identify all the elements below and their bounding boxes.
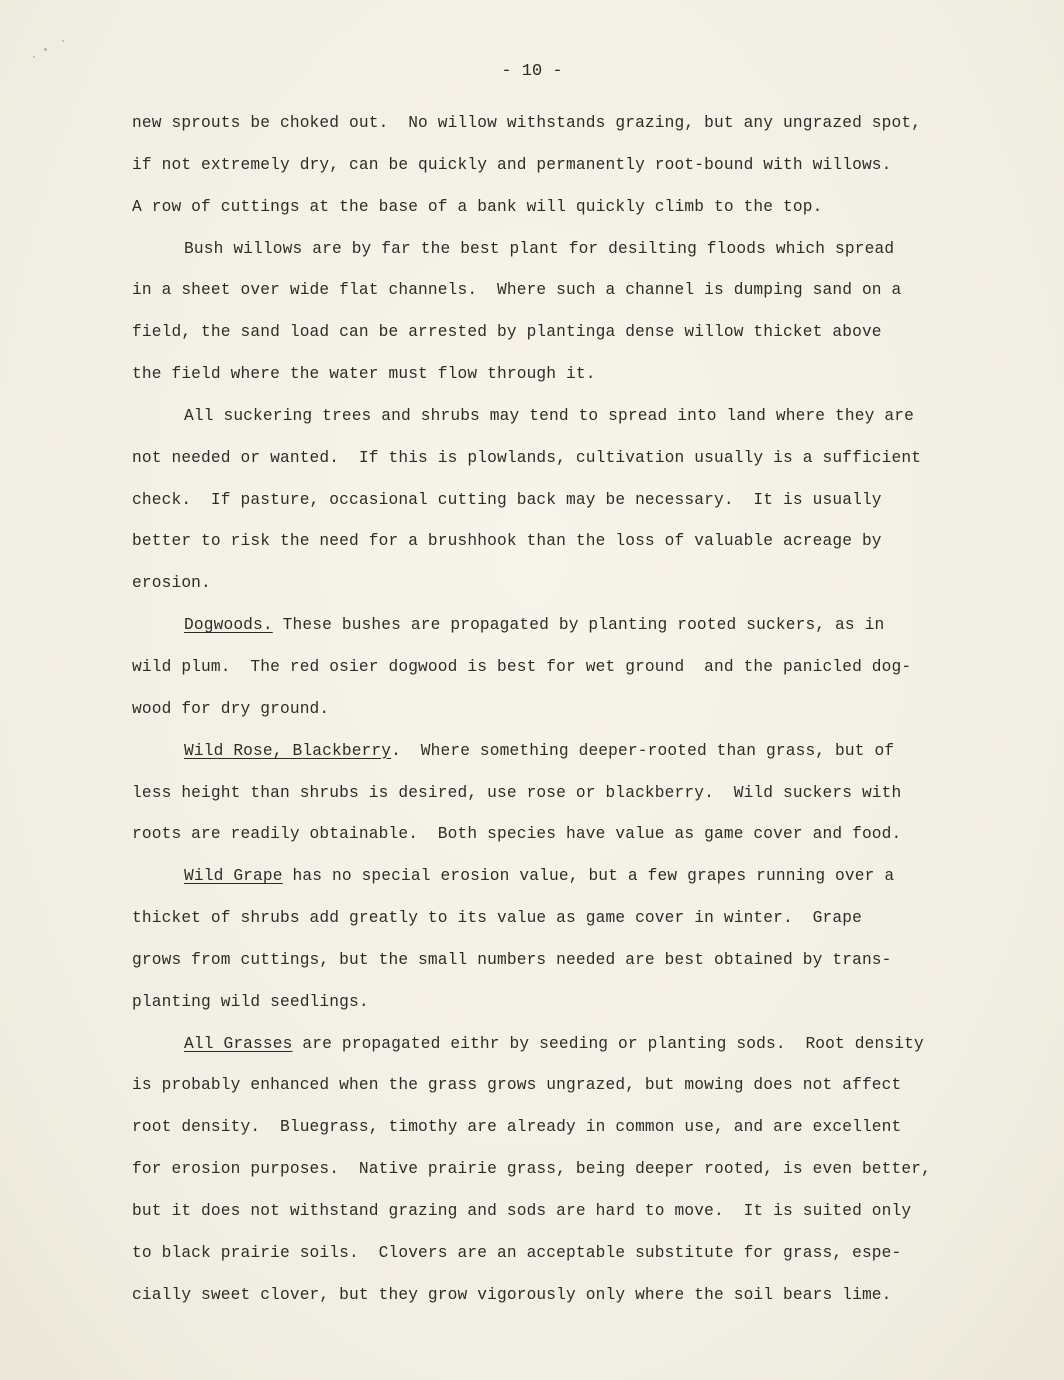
text-line bbox=[132, 354, 982, 396]
underlined-heading: Dogwoods. bbox=[184, 616, 273, 635]
text-segment: planting wild seedlings. bbox=[132, 992, 369, 1011]
document-body bbox=[132, 103, 982, 1316]
text-line bbox=[132, 898, 982, 940]
text-line bbox=[132, 856, 982, 898]
text-segment: but it does not withstand grazing and sods are hard to move. It is suited only bbox=[132, 1201, 912, 1220]
text-segment: roots are readily obtainable. Both species have value as game cover and food. bbox=[132, 825, 902, 844]
text-segment: the field where the water must flow through it. bbox=[132, 365, 596, 384]
text-segment: less height than shrubs is desired, use rose or blackberry. Wild suckers with bbox=[132, 783, 902, 802]
text-line bbox=[132, 563, 982, 605]
text-line bbox=[132, 647, 982, 689]
text-line bbox=[132, 270, 982, 312]
text-line bbox=[132, 480, 982, 522]
text-segment: not needed or wanted. If this is plowlands, cultivation usually is a sufficient bbox=[132, 448, 922, 467]
text-line bbox=[132, 312, 982, 354]
paper-speck bbox=[33, 56, 35, 58]
text-segment: erosion. bbox=[132, 574, 211, 593]
text-segment: check. If pasture, occasional cutting back may be necessary. It is usually bbox=[132, 490, 882, 509]
text-segment: grows from cuttings, but the small numbers needed are best obtained by trans- bbox=[132, 950, 892, 969]
text-line bbox=[132, 731, 982, 773]
underlined-heading: Wild Rose, Blackberry bbox=[184, 741, 392, 760]
text-line bbox=[132, 438, 982, 480]
underlined-heading: All Grasses bbox=[184, 1034, 293, 1053]
text-segment: wood for dry ground. bbox=[132, 699, 330, 718]
text-line bbox=[132, 773, 982, 815]
text-line bbox=[132, 521, 982, 563]
text-line bbox=[132, 1191, 982, 1233]
text-line bbox=[132, 1233, 982, 1275]
text-segment: All suckering trees and shrubs may tend to spread into land where they are bbox=[184, 406, 914, 425]
text-line bbox=[132, 1275, 982, 1317]
text-line bbox=[132, 229, 982, 271]
text-segment: field, the sand load can be arrested by plantinga dense willow thicket above bbox=[132, 323, 882, 342]
page-number: - 10 - bbox=[501, 62, 563, 81]
text-line bbox=[132, 1107, 982, 1149]
text-segment: in a sheet over wide flat channels. Where such a channel is dumping sand on a bbox=[132, 281, 902, 300]
text-line bbox=[132, 689, 982, 731]
text-line bbox=[132, 1065, 982, 1107]
paper-speck bbox=[44, 48, 47, 51]
text-segment: new sprouts be choked out. No willow withstands grazing, but any ungrazed spot, bbox=[132, 114, 922, 132]
paper-speck bbox=[62, 40, 64, 42]
text-line bbox=[132, 396, 982, 438]
text-line bbox=[132, 940, 982, 982]
text-segment: to black prairie soils. Clovers are an acceptable substitute for grass, espe- bbox=[132, 1243, 902, 1262]
text-segment: root density. Bluegrass, timothy are already in common use, and are excellent bbox=[132, 1118, 902, 1137]
text-line bbox=[132, 103, 982, 145]
text-line bbox=[132, 145, 982, 187]
text-line bbox=[132, 814, 982, 856]
text-segment: wild plum. The red osier dogwood is best for wet ground and the panicled dog- bbox=[132, 657, 912, 676]
text-segment: better to risk the need for a brushhook than the loss of valuable acreage by bbox=[132, 532, 882, 551]
text-segment: for erosion purposes. Native prairie grass, being deeper rooted, is even better, bbox=[132, 1160, 931, 1179]
text-segment: thicket of shrubs add greatly to its value as game cover in winter. Grape bbox=[132, 909, 862, 928]
text-line bbox=[132, 605, 982, 647]
text-segment: is probably enhanced when the grass grows ungrazed, but mowing does not affect bbox=[132, 1076, 902, 1095]
text-segment: are propagated eithr by seeding or planting sods. Root density bbox=[292, 1034, 924, 1053]
text-segment: cially sweet clover, but they grow vigorously only where the soil bears lime. bbox=[132, 1285, 892, 1304]
underlined-heading: Wild Grape bbox=[184, 867, 283, 886]
text-segment: has no special erosion value, but a few grapes running over a bbox=[282, 867, 895, 886]
text-segment: A row of cuttings at the base of a bank will quickly climb to the top. bbox=[132, 197, 823, 216]
text-line bbox=[132, 1024, 982, 1066]
text-segment: These bushes are propagated by planting rooted suckers, as in bbox=[272, 616, 885, 635]
text-segment: Bush willows are by far the best plant for desilting floods which spread bbox=[184, 239, 895, 258]
text-segment: . Where something deeper-rooted than grass, but of bbox=[391, 741, 895, 760]
text-line bbox=[132, 187, 982, 229]
text-line bbox=[132, 1149, 982, 1191]
text-segment: if not extremely dry, can be quickly and permanently root-bound with willows. bbox=[132, 155, 892, 174]
text-line bbox=[132, 982, 982, 1024]
